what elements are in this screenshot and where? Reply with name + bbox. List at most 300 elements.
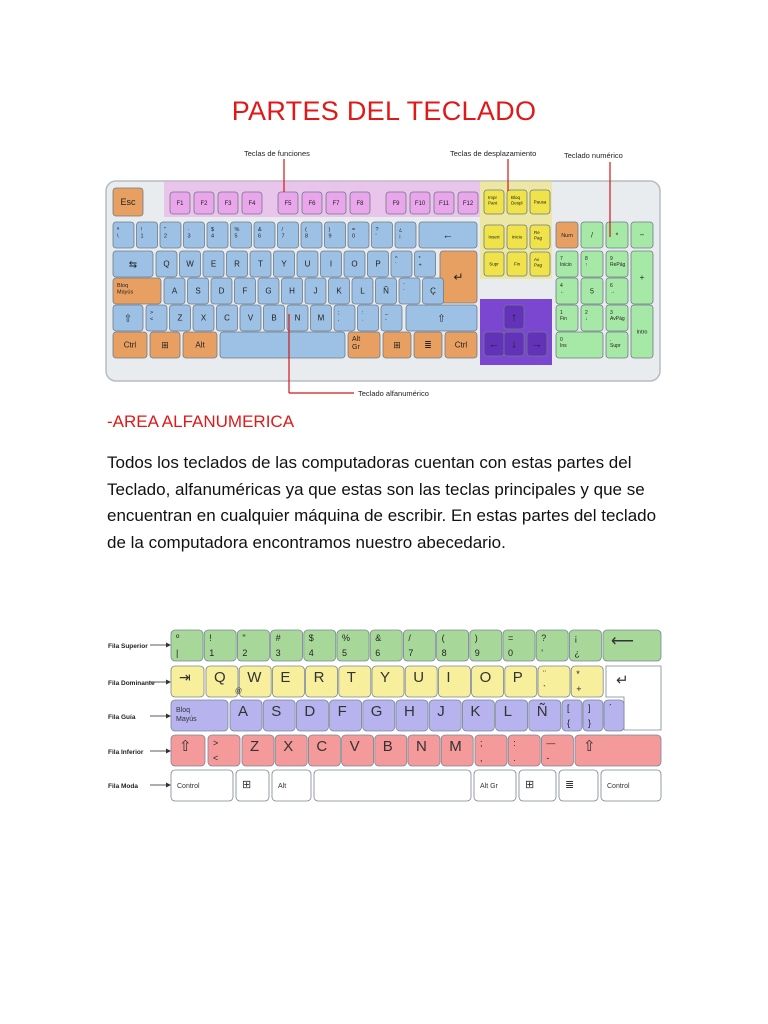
key2-a-0 xyxy=(230,700,262,731)
key-nav-top-1-label: Bloq xyxy=(511,195,521,200)
key2-q-4 xyxy=(339,666,371,697)
key2-top-6 xyxy=(370,630,402,661)
key-np-0 xyxy=(556,332,603,358)
key-f3 xyxy=(218,192,238,214)
key-z-2 xyxy=(193,305,214,331)
key2-top-10-top: = xyxy=(508,633,514,643)
key-q-5-label: Y xyxy=(281,259,287,269)
key2-top-2 xyxy=(237,630,269,661)
key-a-3 xyxy=(235,278,256,304)
row-arrowhead-3 xyxy=(166,749,171,754)
key-nav-top-1-label: Despl xyxy=(511,200,523,206)
row-arrowhead-1 xyxy=(166,680,171,685)
key2-top-5 xyxy=(337,630,369,661)
key2-alt xyxy=(272,770,311,801)
key-num-4 xyxy=(207,222,228,248)
key2-a-0-label: A xyxy=(238,703,249,720)
key-q-9-label: P xyxy=(375,259,381,269)
key2-menu xyxy=(559,770,598,801)
key-f11-label: F11 xyxy=(439,201,449,207)
key-q-0 xyxy=(156,251,177,277)
key2-a-1-label: S xyxy=(271,703,282,720)
key-z-6-label: N xyxy=(294,313,301,323)
key-np-minus xyxy=(631,222,653,248)
key2-top-3 xyxy=(271,630,303,661)
key-f7-label: F7 xyxy=(332,201,340,207)
key-a-9 xyxy=(376,278,397,304)
key-np-3 xyxy=(606,305,628,331)
key-f10 xyxy=(410,192,430,214)
key2-a-extra-0-cap xyxy=(562,700,582,731)
key2-q-3-label: R xyxy=(313,669,325,686)
key2-control-left-label: Control xyxy=(177,783,200,790)
key-z-6 xyxy=(287,305,308,331)
key-nav-mid-2-label: Pag xyxy=(534,235,543,241)
key2-q-0-label: Q xyxy=(214,669,226,686)
key2-top-2-top: " xyxy=(242,633,246,643)
key2-top-8 xyxy=(437,630,469,661)
key2-q-1 xyxy=(239,666,271,697)
key-numlock-label: Num xyxy=(561,232,573,239)
key-a-11-label: Ç xyxy=(430,286,436,296)
key-num-5-label: 5 xyxy=(234,233,238,240)
key2-z-5-label: N xyxy=(416,738,427,755)
key-q-4-label: T xyxy=(258,259,263,269)
key2-a-extra-1-top: ] xyxy=(588,703,591,713)
key2-a-4 xyxy=(363,700,395,731)
key-z-10 xyxy=(381,305,402,331)
key-enter xyxy=(440,251,477,303)
key2-altgr-label: Alt Gr xyxy=(480,783,498,790)
key2-tab-label: ⇥ xyxy=(179,669,191,685)
key-f1-label: F1 xyxy=(176,201,184,207)
key-q-8-label: O xyxy=(351,259,358,269)
key-z-3-label: C xyxy=(224,313,230,323)
key-q-10 xyxy=(391,251,412,277)
key-altgr-label: Gr xyxy=(352,344,360,351)
key2-z-3 xyxy=(342,735,374,766)
key-a-2 xyxy=(211,278,232,304)
key-np-9-label: RePág xyxy=(610,262,626,268)
key-f5-label: F5 xyxy=(284,201,292,207)
key-np-dot-label: Supr xyxy=(610,343,621,349)
key-nav-mid-2 xyxy=(530,225,550,249)
key-np-7 xyxy=(556,251,578,277)
key-f12 xyxy=(458,192,478,214)
key-num-11-label: ? xyxy=(375,227,379,233)
key2-a-2 xyxy=(296,700,328,731)
key2-q-5 xyxy=(372,666,404,697)
key-menu xyxy=(414,332,442,358)
key-f9 xyxy=(386,192,406,214)
key-nav-mid-5 xyxy=(530,252,550,276)
key-nav-mid-4-label: Fin xyxy=(513,261,521,267)
key-tab xyxy=(113,251,153,277)
key-num-0-label: \ xyxy=(117,233,119,240)
key2-win-right-label: ⊞ xyxy=(525,779,535,791)
key-np-div xyxy=(581,222,603,248)
key2-q-1-label: W xyxy=(247,669,262,686)
key-q-8 xyxy=(344,251,365,277)
key2-caps-label-2: Mayús xyxy=(176,716,197,723)
key2-top-2-bottom: 2 xyxy=(242,648,248,658)
key-win-left-label: ⊞ xyxy=(161,340,169,350)
key-np-9 xyxy=(606,251,628,277)
key2-top-9-bottom: 9 xyxy=(474,648,480,658)
key-z-2-label: X xyxy=(200,313,207,323)
row-arrowhead-0 xyxy=(166,643,171,648)
key2-shift-right xyxy=(575,735,661,766)
key-caps-label: Bloq xyxy=(117,283,129,289)
key-np-7-label: 7 xyxy=(560,256,563,262)
key2-win-right xyxy=(519,770,556,801)
key-nav-top-2 xyxy=(530,190,550,214)
key-num-5 xyxy=(231,222,252,248)
key2-shift-right-label: ⇧ xyxy=(583,738,596,755)
key-arrow-1-label: ← xyxy=(488,338,500,351)
key2-caps xyxy=(171,700,228,731)
key2-top-3-bottom: 3 xyxy=(275,648,281,658)
key-num-8-label: ( xyxy=(305,227,307,233)
key2-top-11-top: ? xyxy=(541,633,547,643)
key-enter-label: ↵ xyxy=(453,270,464,284)
key2-q-8 xyxy=(472,666,504,697)
key-nav-mid-5-label: Pag xyxy=(534,262,543,268)
key-a-10 xyxy=(399,278,420,304)
key2-z-2-label: C xyxy=(316,738,328,755)
key2-tab xyxy=(171,666,204,697)
body-paragraph: Todos los teclados de las computadoras cuentan con estas partes del Teclado, alfanuméricas ya que estas son las teclas principales y que se encuentran en cualquier máquina de escribir. En estas partes del teclado de la computadora encontramos nuestro abecedario. xyxy=(107,453,657,552)
key-a-6 xyxy=(305,278,326,304)
key-backspace xyxy=(419,222,477,248)
key-nav-mid-0 xyxy=(484,225,504,249)
key2-enter-symbol: ↵ xyxy=(616,672,629,689)
key2-q-extra-1 xyxy=(571,666,603,697)
key-q-11-label: + xyxy=(418,262,422,269)
key-nav-mid-5-label: Av xyxy=(534,257,540,262)
key-nav-mid-3 xyxy=(484,252,504,276)
key-ctrl-left-label: Ctrl xyxy=(123,340,137,350)
key2-win-left xyxy=(236,770,269,801)
key-np-3-label: AvPág xyxy=(610,316,625,322)
key-np-1 xyxy=(556,305,578,331)
key-a-4-label: G xyxy=(265,286,272,296)
key-tab-label: ⇆ xyxy=(128,259,138,271)
key2-z-2 xyxy=(308,735,340,766)
key2-a-4-label: G xyxy=(370,703,383,720)
key2-q-extra-0-bottom: ` xyxy=(543,684,546,694)
key-z-9-label: : xyxy=(361,310,364,316)
key2-z-3-label: V xyxy=(349,738,360,755)
key-arrow-1 xyxy=(484,332,504,356)
key2-q-7-cap xyxy=(438,666,470,697)
key2-backspace-label: ⟵ xyxy=(611,633,634,650)
key-num-3 xyxy=(184,222,205,248)
key-np-4-label: 4 xyxy=(560,283,563,289)
key-win-right-label: ⊞ xyxy=(393,340,401,350)
key2-top-10 xyxy=(503,630,535,661)
key2-a-extra-0-bottom: { xyxy=(567,718,571,728)
key-a-6-label: J xyxy=(313,286,318,296)
key-num-6 xyxy=(254,222,275,248)
key-win-left xyxy=(150,332,180,358)
key-f2-label: F2 xyxy=(200,201,208,207)
key-a-4 xyxy=(258,278,279,304)
key-nav-top-0-label: Pant xyxy=(488,200,498,206)
key2-control-right-label: Control xyxy=(607,783,630,790)
key-z-8 xyxy=(334,305,355,331)
key-ctrl-right-label: Ctrl xyxy=(454,340,468,350)
key2-q-6-label: U xyxy=(413,669,425,686)
key-num-5-label: % xyxy=(234,227,240,233)
key-f3-label: F3 xyxy=(224,201,232,207)
key-q-7 xyxy=(321,251,342,277)
key2-a-7-label: K xyxy=(470,703,481,720)
callout-desplazamiento: Teclas de desplazamiento xyxy=(450,149,537,158)
key2-a-5 xyxy=(396,700,428,731)
key2-q-9 xyxy=(505,666,537,697)
key-np-6 xyxy=(606,278,628,304)
key-a-9-label: Ñ xyxy=(383,286,389,296)
row-label-1: Fila Dominante xyxy=(108,680,155,687)
key-q-1 xyxy=(180,251,201,277)
key2-z-1 xyxy=(275,735,307,766)
row-label-3: Fila Inferior xyxy=(108,749,144,756)
key-arrow-2-label: ↓ xyxy=(511,338,517,351)
key-altgr xyxy=(348,332,380,358)
key-arrow-0-label: ↑ xyxy=(511,311,517,324)
key-z-10-label: _ xyxy=(385,310,389,316)
key-q-2 xyxy=(203,251,224,277)
key-np-minus-label: − xyxy=(639,230,645,240)
key-np-plus xyxy=(631,251,653,304)
key-num-12 xyxy=(395,222,416,248)
key-q-9 xyxy=(368,251,389,277)
key-np-2-label: ↓ xyxy=(585,316,588,322)
key-a-5 xyxy=(282,278,303,304)
row-arrowhead-4 xyxy=(166,783,171,788)
key-num-10 xyxy=(348,222,369,248)
key2-q-extra-1-top: * xyxy=(576,669,580,679)
key-a-10-label: ¨ xyxy=(403,283,405,289)
key-q-4 xyxy=(250,251,271,277)
key-np-6-label: 6 xyxy=(610,283,613,289)
key-np-8-label: 8 xyxy=(585,256,588,262)
key2-a-extra-2-cap xyxy=(604,700,624,731)
key2-q-2 xyxy=(272,666,304,697)
key-z-4 xyxy=(240,305,261,331)
key2-q-6 xyxy=(405,666,437,697)
key2-top-10-bottom: 0 xyxy=(508,648,514,658)
section-heading: -AREA ALFANUMERICA xyxy=(107,412,295,431)
key-np-1-label: Fin xyxy=(560,316,567,322)
key-a-3-label: F xyxy=(242,286,248,296)
key-a-8-label: L xyxy=(360,286,365,296)
key-a-11 xyxy=(423,278,444,304)
key2-q-5-label: Y xyxy=(380,669,391,686)
key2-top-4-top: $ xyxy=(308,633,314,643)
key-z-10-label: - xyxy=(385,316,387,323)
key2-z-0 xyxy=(242,735,274,766)
key-q-10-label: ` xyxy=(395,262,397,269)
key-backspace-label: ← xyxy=(442,229,454,242)
key2-top-11 xyxy=(536,630,568,661)
key-shift-right-label: ⇧ xyxy=(437,313,446,325)
key-num-8-label: 8 xyxy=(305,233,309,240)
key-num-3-label: 3 xyxy=(187,233,191,240)
key-z-0 xyxy=(146,305,167,331)
key2-win-left-cap xyxy=(236,770,269,801)
key2-top-12 xyxy=(569,630,601,661)
key-num-3-label: · xyxy=(187,227,190,233)
key-z-5 xyxy=(264,305,285,331)
key-num-4-label: $ xyxy=(211,227,215,233)
key-num-6-label: 6 xyxy=(258,233,262,240)
key2-angle-bottom: < xyxy=(213,753,219,763)
key-num-1-label: ! xyxy=(140,227,143,233)
key-np-0-label: 0 xyxy=(560,337,563,343)
key-np-8-label: ↑ xyxy=(585,262,588,268)
key-ctrl-right xyxy=(445,332,477,358)
key-num-10-label: = xyxy=(352,227,356,233)
key-alt xyxy=(183,332,217,358)
key2-a-extra-2-top: ´ xyxy=(609,703,612,713)
key2-q-9-label: P xyxy=(512,669,523,686)
key2-q-2-label: E xyxy=(280,669,291,686)
key-np-1-label: 1 xyxy=(560,310,563,316)
key-nav-mid-0-label: Insert xyxy=(488,234,500,240)
key2-q-7 xyxy=(438,666,470,697)
key-np-plus-label: + xyxy=(639,273,645,283)
key-esc xyxy=(113,188,143,216)
key2-top-4-bottom: 4 xyxy=(308,648,314,658)
key-np-5-label: 5 xyxy=(590,288,594,296)
key2-q-7-label: I xyxy=(446,669,451,686)
key2-space-cap xyxy=(314,770,471,801)
key2-top-8-bottom: 8 xyxy=(441,648,447,658)
key2-a-extra-0 xyxy=(562,700,582,731)
key-num-0 xyxy=(113,222,134,248)
key-z-8-label: , xyxy=(338,316,340,323)
key2-a-extra-2 xyxy=(604,700,624,731)
key2-shift-left xyxy=(171,735,205,766)
key-f2 xyxy=(194,192,214,214)
key-np-enter xyxy=(631,305,653,358)
key2-top-9-top: ) xyxy=(474,633,478,643)
key-a-0-label: A xyxy=(171,286,178,296)
keyboard-parts-diagram xyxy=(104,145,664,405)
key-f6 xyxy=(302,192,322,214)
key-z-4-label: V xyxy=(247,313,254,323)
key2-z-extra-0-top: ; xyxy=(480,738,483,748)
key2-alt-label: Alt xyxy=(278,783,287,790)
key2-menu-label: ≣ xyxy=(565,779,575,791)
key2-top-12-bottom: ¿ xyxy=(574,648,580,658)
key-f4 xyxy=(242,192,262,214)
key2-top-0 xyxy=(171,630,203,661)
key2-q-3 xyxy=(306,666,338,697)
key-f9-label: F9 xyxy=(392,201,400,207)
key-num-4-label: 4 xyxy=(211,233,215,240)
key-num-12-label: ¿ xyxy=(399,227,403,233)
key2-a-extra-1-bottom: } xyxy=(588,718,592,728)
key-arrow-3 xyxy=(527,332,547,356)
key-a-2-label: D xyxy=(218,286,225,296)
key2-a-6-cap xyxy=(429,700,461,731)
key2-a-8 xyxy=(496,700,528,731)
key2-z-extra-2-bottom: - xyxy=(546,753,550,763)
key-num-9-label: 9 xyxy=(328,233,332,240)
key-num-12-label: ¡ xyxy=(399,233,401,240)
key2-a-2-label: D xyxy=(304,703,316,720)
key2-top-8-top: ( xyxy=(441,633,445,643)
key-menu-label: ≣ xyxy=(424,340,432,350)
key-z-3 xyxy=(217,305,238,331)
key2-top-0-top: º xyxy=(176,633,180,643)
key2-q-4-label: T xyxy=(346,669,356,686)
key-q-5 xyxy=(274,251,295,277)
key-z-9 xyxy=(358,305,379,331)
key2-shift-left-label: ⇧ xyxy=(179,738,192,755)
key-numlock xyxy=(556,222,578,248)
key-q-6 xyxy=(297,251,318,277)
key2-z-extra-0 xyxy=(475,735,507,766)
key-np-4 xyxy=(556,278,578,304)
key-space xyxy=(220,332,345,358)
key2-top-1-bottom: 1 xyxy=(209,648,215,658)
key-f8-label: F8 xyxy=(356,201,364,207)
row-arrowhead-2 xyxy=(166,714,171,719)
key-np-6-label: → xyxy=(610,289,615,295)
key-f12-label: F12 xyxy=(462,201,474,207)
key2-a-6-label: J xyxy=(437,703,445,720)
key2-q-extra-1-bottom: + xyxy=(576,684,582,694)
key2-top-6-top: & xyxy=(375,633,382,643)
key-altgr-label: Alt xyxy=(352,336,361,343)
key2-angle xyxy=(208,735,240,766)
key-f1 xyxy=(170,192,190,214)
key2-top-7-top: / xyxy=(408,633,411,643)
key-f11 xyxy=(434,192,454,214)
key-num-11 xyxy=(372,222,393,248)
key2-caps-label-1: Bloq xyxy=(176,707,191,714)
key-space-cap xyxy=(220,332,345,358)
key2-z-0-label: Z xyxy=(250,738,260,755)
key2-top-6-bottom: 6 xyxy=(375,648,381,658)
key-arrow-3-label: → xyxy=(531,338,543,351)
key2-z-5 xyxy=(408,735,440,766)
key-np-div-label: / xyxy=(591,232,593,240)
key2-top-1 xyxy=(204,630,236,661)
key-num-1 xyxy=(137,222,158,248)
row-label-2: Fila Guía xyxy=(108,714,136,721)
key-q-6-label: U xyxy=(304,259,311,269)
key-q-7-label: I xyxy=(329,259,333,269)
key2-space xyxy=(314,770,471,801)
key2-a-5-label: H xyxy=(404,703,415,720)
key-np-0-label: Ins xyxy=(560,343,567,349)
key2-z-extra-2-top: — xyxy=(546,738,556,748)
key2-z-6-label: M xyxy=(449,738,462,755)
key-f6-label: F6 xyxy=(308,201,316,207)
key2-q-8-label: O xyxy=(479,669,492,686)
key2-top-7 xyxy=(403,630,435,661)
key-z-1-label: Z xyxy=(177,313,183,323)
key-shift-left-label: ⇧ xyxy=(123,313,133,325)
key-esc-label: Esc xyxy=(120,197,136,207)
key-shift-left xyxy=(113,305,143,331)
key2-z-6 xyxy=(441,735,473,766)
